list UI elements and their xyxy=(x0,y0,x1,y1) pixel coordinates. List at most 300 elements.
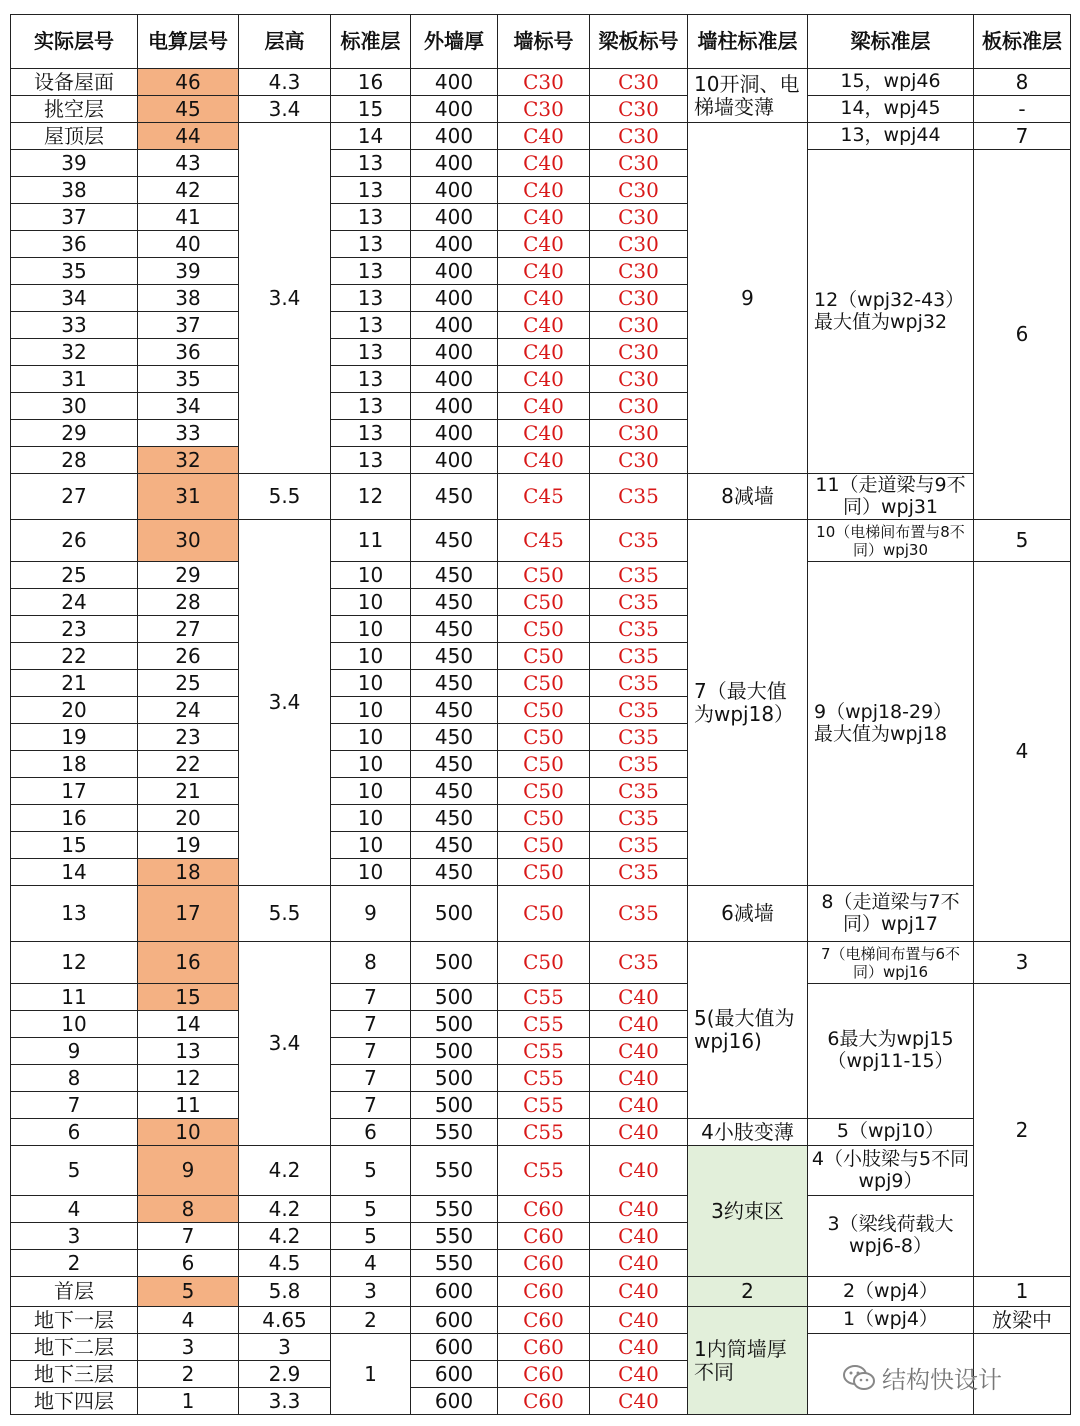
standard-floor-cell: 7 xyxy=(331,1065,411,1092)
beam-standard-cell: 4（小肢梁与5不同wpj9） xyxy=(808,1146,974,1196)
wall-grade-cell: C60 xyxy=(498,1388,590,1415)
standard-floor-cell: 10 xyxy=(331,670,411,697)
beam-slab-grade-cell: C35 xyxy=(590,562,688,589)
standard-floor-cell: 10 xyxy=(331,724,411,751)
wall-grade-cell: C55 xyxy=(498,1092,590,1119)
calc-floor-cell: 25 xyxy=(138,670,239,697)
beam-standard-cell: 8（走道梁与7不同）wpj17 xyxy=(808,886,974,942)
floor-height-cell: 5.5 xyxy=(239,474,331,520)
column-header: 电算层号 xyxy=(138,15,239,69)
table-row xyxy=(11,886,1071,942)
slab-standard-cell: 6 xyxy=(974,150,1071,520)
beam-standard-cell: 12（wpj32-43）最大值为wpj32 xyxy=(808,150,974,474)
table-row xyxy=(11,942,1071,984)
wall-column-standard-cell: 2 xyxy=(688,1277,808,1307)
wall-grade-cell: C50 xyxy=(498,942,590,984)
actual-floor-cell: 6 xyxy=(11,1119,138,1146)
calc-floor-cell: 21 xyxy=(138,778,239,805)
floor-height-cell: 4.65 xyxy=(239,1307,331,1334)
wall-grade-cell: C40 xyxy=(498,312,590,339)
actual-floor-cell: 31 xyxy=(11,366,138,393)
wall-column-standard-cell: 7（最大值为wpj18） xyxy=(688,520,808,886)
calc-floor-cell: 13 xyxy=(138,1038,239,1065)
column-header: 梁标准层 xyxy=(808,15,974,69)
floor-height-cell: 4.3 xyxy=(239,69,331,96)
wall-grade-cell: C40 xyxy=(498,366,590,393)
actual-floor-cell: 19 xyxy=(11,724,138,751)
wall-grade-cell: C60 xyxy=(498,1334,590,1361)
wall-grade-cell: C50 xyxy=(498,724,590,751)
standard-floor-cell: 13 xyxy=(331,204,411,231)
calc-floor-cell: 45 xyxy=(138,96,239,123)
outer-wall-thickness-cell: 400 xyxy=(411,96,498,123)
standard-floor-cell: 5 xyxy=(331,1223,411,1250)
wall-grade-cell: C60 xyxy=(498,1250,590,1277)
outer-wall-thickness-cell: 450 xyxy=(411,520,498,562)
calc-floor-cell: 2 xyxy=(138,1361,239,1388)
standard-floor-cell: 4 xyxy=(331,1250,411,1277)
wall-grade-cell: C45 xyxy=(498,474,590,520)
standard-floor-cell: 5 xyxy=(331,1196,411,1223)
standard-floor-cell: 2 xyxy=(331,1307,411,1334)
beam-slab-grade-cell: C30 xyxy=(590,285,688,312)
calc-floor-cell: 23 xyxy=(138,724,239,751)
actual-floor-cell: 地下三层 xyxy=(11,1361,138,1388)
beam-slab-grade-cell: C35 xyxy=(590,942,688,984)
calc-floor-cell: 5 xyxy=(138,1277,239,1307)
beam-standard-cell: 15，wpj46 xyxy=(808,69,974,96)
calc-floor-cell: 28 xyxy=(138,589,239,616)
floor-height-cell: 5.5 xyxy=(239,886,331,942)
beam-slab-grade-cell: C35 xyxy=(590,589,688,616)
calc-floor-cell: 7 xyxy=(138,1223,239,1250)
beam-slab-grade-cell: C40 xyxy=(590,1065,688,1092)
beam-slab-grade-cell: C30 xyxy=(590,177,688,204)
standard-floor-cell: 7 xyxy=(331,1038,411,1065)
column-header: 实际层号 xyxy=(11,15,138,69)
outer-wall-thickness-cell: 500 xyxy=(411,1065,498,1092)
outer-wall-thickness-cell: 400 xyxy=(411,69,498,96)
wall-column-standard-cell: 5(最大值为wpj16) xyxy=(688,942,808,1119)
outer-wall-thickness-cell: 600 xyxy=(411,1361,498,1388)
standard-floor-cell: 10 xyxy=(331,697,411,724)
standard-floor-cell: 13 xyxy=(331,312,411,339)
outer-wall-thickness-cell: 450 xyxy=(411,724,498,751)
floor-height-cell: 4.2 xyxy=(239,1223,331,1250)
calc-floor-cell: 12 xyxy=(138,1065,239,1092)
outer-wall-thickness-cell: 500 xyxy=(411,1092,498,1119)
calc-floor-cell: 19 xyxy=(138,832,239,859)
calc-floor-cell: 1 xyxy=(138,1388,239,1415)
floor-height-cell: 3.4 xyxy=(239,123,331,474)
outer-wall-thickness-cell: 450 xyxy=(411,616,498,643)
wall-column-standard-cell: 8减墙 xyxy=(688,474,808,520)
outer-wall-thickness-cell: 450 xyxy=(411,643,498,670)
outer-wall-thickness-cell: 400 xyxy=(411,393,498,420)
beam-standard-cell: 14，wpj45 xyxy=(808,96,974,123)
calc-floor-cell: 33 xyxy=(138,420,239,447)
column-header: 墙柱标准层 xyxy=(688,15,808,69)
standard-floor-cell: 8 xyxy=(331,942,411,984)
wall-grade-cell: C40 xyxy=(498,420,590,447)
wall-grade-cell: C60 xyxy=(498,1223,590,1250)
actual-floor-cell: 21 xyxy=(11,670,138,697)
beam-slab-grade-cell: C35 xyxy=(590,805,688,832)
actual-floor-cell: 39 xyxy=(11,150,138,177)
beam-standard-cell: 5（wpj10） xyxy=(808,1119,974,1146)
calc-floor-cell: 4 xyxy=(138,1307,239,1334)
outer-wall-thickness-cell: 450 xyxy=(411,805,498,832)
wall-grade-cell: C60 xyxy=(498,1196,590,1223)
outer-wall-thickness-cell: 400 xyxy=(411,204,498,231)
standard-floor-cell: 10 xyxy=(331,589,411,616)
calc-floor-cell: 14 xyxy=(138,1011,239,1038)
wall-grade-cell: C50 xyxy=(498,697,590,724)
calc-floor-cell: 29 xyxy=(138,562,239,589)
standard-floor-cell: 10 xyxy=(331,805,411,832)
outer-wall-thickness-cell: 500 xyxy=(411,984,498,1011)
beam-slab-grade-cell: C30 xyxy=(590,312,688,339)
standard-floor-cell: 13 xyxy=(331,447,411,474)
table-row xyxy=(11,150,1071,177)
calc-floor-cell: 34 xyxy=(138,393,239,420)
actual-floor-cell: 29 xyxy=(11,420,138,447)
outer-wall-thickness-cell: 450 xyxy=(411,589,498,616)
beam-slab-grade-cell: C35 xyxy=(590,670,688,697)
beam-slab-grade-cell: C30 xyxy=(590,150,688,177)
standard-floor-cell: 13 xyxy=(331,393,411,420)
wechat-icon xyxy=(842,1363,876,1393)
beam-standard-cell: 13，wpj44 xyxy=(808,123,974,150)
table-row xyxy=(11,1307,1071,1334)
actual-floor-cell: 13 xyxy=(11,886,138,942)
outer-wall-thickness-cell: 400 xyxy=(411,420,498,447)
slab-standard-cell: 2 xyxy=(974,984,1071,1277)
actual-floor-cell: 17 xyxy=(11,778,138,805)
table-row xyxy=(11,562,1071,589)
beam-slab-grade-cell: C30 xyxy=(590,231,688,258)
beam-slab-grade-cell: C35 xyxy=(590,778,688,805)
outer-wall-thickness-cell: 400 xyxy=(411,447,498,474)
slab-standard-cell: 4 xyxy=(974,562,1071,942)
wall-grade-cell: C60 xyxy=(498,1307,590,1334)
actual-floor-cell: 地下二层 xyxy=(11,1334,138,1361)
beam-slab-grade-cell: C30 xyxy=(590,447,688,474)
actual-floor-cell: 5 xyxy=(11,1146,138,1196)
beam-slab-grade-cell: C30 xyxy=(590,69,688,96)
calc-floor-cell: 35 xyxy=(138,366,239,393)
calc-floor-cell: 40 xyxy=(138,231,239,258)
actual-floor-cell: 26 xyxy=(11,520,138,562)
actual-floor-cell: 23 xyxy=(11,616,138,643)
wall-grade-cell: C50 xyxy=(498,859,590,886)
standard-floor-cell: 10 xyxy=(331,832,411,859)
calc-floor-cell: 46 xyxy=(138,69,239,96)
beam-standard-cell: 9（wpj18-29）最大值为wpj18 xyxy=(808,562,974,886)
watermark-text: 结构快设计 xyxy=(882,1366,1002,1394)
actual-floor-cell: 38 xyxy=(11,177,138,204)
calc-floor-cell: 20 xyxy=(138,805,239,832)
standard-floor-cell: 13 xyxy=(331,339,411,366)
column-header: 墙标号 xyxy=(498,15,590,69)
calc-floor-cell: 11 xyxy=(138,1092,239,1119)
table-row xyxy=(11,96,1071,123)
beam-slab-grade-cell: C30 xyxy=(590,366,688,393)
standard-floor-cell: 13 xyxy=(331,420,411,447)
actual-floor-cell: 20 xyxy=(11,697,138,724)
column-header: 板标准层 xyxy=(974,15,1071,69)
actual-floor-cell: 2 xyxy=(11,1250,138,1277)
wall-grade-cell: C55 xyxy=(498,1011,590,1038)
beam-slab-grade-cell: C40 xyxy=(590,1119,688,1146)
beam-standard-cell: 7（电梯间布置与6不同）wpj16 xyxy=(808,942,974,984)
calc-floor-cell: 6 xyxy=(138,1250,239,1277)
standard-floor-cell: 13 xyxy=(331,177,411,204)
table-row xyxy=(11,123,1071,150)
floor-height-cell: 3 xyxy=(239,1334,331,1361)
outer-wall-thickness-cell: 450 xyxy=(411,697,498,724)
outer-wall-thickness-cell: 500 xyxy=(411,886,498,942)
beam-slab-grade-cell: C30 xyxy=(590,204,688,231)
wall-grade-cell: C40 xyxy=(498,393,590,420)
column-header: 外墙厚 xyxy=(411,15,498,69)
outer-wall-thickness-cell: 450 xyxy=(411,832,498,859)
actual-floor-cell: 28 xyxy=(11,447,138,474)
beam-standard-cell: 1（wpj4） xyxy=(808,1307,974,1334)
standard-floor-cell: 9 xyxy=(331,886,411,942)
outer-wall-thickness-cell: 550 xyxy=(411,1196,498,1223)
calc-floor-cell: 10 xyxy=(138,1119,239,1146)
floor-height-cell: 5.8 xyxy=(239,1277,331,1307)
beam-standard-cell: 3（梁线荷载大wpj6-8） xyxy=(808,1196,974,1277)
actual-floor-cell: 15 xyxy=(11,832,138,859)
wall-grade-cell: C55 xyxy=(498,1146,590,1196)
actual-floor-cell: 7 xyxy=(11,1092,138,1119)
beam-slab-grade-cell: C35 xyxy=(590,751,688,778)
calc-floor-cell: 36 xyxy=(138,339,239,366)
column-header: 标准层 xyxy=(331,15,411,69)
slab-standard-cell: 放梁中 xyxy=(974,1307,1071,1334)
outer-wall-thickness-cell: 600 xyxy=(411,1334,498,1361)
calc-floor-cell: 27 xyxy=(138,616,239,643)
actual-floor-cell: 12 xyxy=(11,942,138,984)
actual-floor-cell: 35 xyxy=(11,258,138,285)
beam-standard-cell: 10（电梯间布置与8不同）wpj30 xyxy=(808,520,974,562)
wall-grade-cell: C50 xyxy=(498,670,590,697)
standard-floor-cell: 10 xyxy=(331,562,411,589)
outer-wall-thickness-cell: 400 xyxy=(411,285,498,312)
calc-floor-cell: 44 xyxy=(138,123,239,150)
beam-slab-grade-cell: C35 xyxy=(590,643,688,670)
wall-grade-cell: C40 xyxy=(498,339,590,366)
column-header: 梁板标号 xyxy=(590,15,688,69)
floor-height-cell: 3.4 xyxy=(239,942,331,1146)
calc-floor-cell: 39 xyxy=(138,258,239,285)
wall-column-standard-cell: 1内筒墙厚不同 xyxy=(688,1307,808,1415)
outer-wall-thickness-cell: 400 xyxy=(411,366,498,393)
slab-standard-cell: 7 xyxy=(974,123,1071,150)
actual-floor-cell: 8 xyxy=(11,1065,138,1092)
actual-floor-cell: 34 xyxy=(11,285,138,312)
calc-floor-cell: 8 xyxy=(138,1196,239,1223)
standard-floor-cell: 11 xyxy=(331,520,411,562)
calc-floor-cell: 43 xyxy=(138,150,239,177)
table-row xyxy=(11,1334,1071,1361)
slab-standard-cell: - xyxy=(974,96,1071,123)
slab-standard-cell: 1 xyxy=(974,1277,1071,1307)
wall-grade-cell: C50 xyxy=(498,643,590,670)
outer-wall-thickness-cell: 550 xyxy=(411,1223,498,1250)
outer-wall-thickness-cell: 400 xyxy=(411,231,498,258)
beam-slab-grade-cell: C30 xyxy=(590,96,688,123)
standard-floor-cell: 7 xyxy=(331,1092,411,1119)
floor-standard-table xyxy=(10,14,1071,1415)
beam-slab-grade-cell: C35 xyxy=(590,886,688,942)
outer-wall-thickness-cell: 400 xyxy=(411,150,498,177)
beam-slab-grade-cell: C40 xyxy=(590,1277,688,1307)
actual-floor-cell: 地下四层 xyxy=(11,1388,138,1415)
wall-grade-cell: C50 xyxy=(498,832,590,859)
header-row xyxy=(11,15,1071,69)
standard-floor-cell: 15 xyxy=(331,96,411,123)
wall-grade-cell: C50 xyxy=(498,886,590,942)
actual-floor-cell: 地下一层 xyxy=(11,1307,138,1334)
calc-floor-cell: 15 xyxy=(138,984,239,1011)
beam-slab-grade-cell: C35 xyxy=(590,724,688,751)
beam-slab-grade-cell: C40 xyxy=(590,1307,688,1334)
calc-floor-cell: 24 xyxy=(138,697,239,724)
calc-floor-cell: 3 xyxy=(138,1334,239,1361)
actual-floor-cell: 24 xyxy=(11,589,138,616)
standard-floor-cell: 10 xyxy=(331,751,411,778)
table-row xyxy=(11,520,1071,562)
floor-height-cell: 3.3 xyxy=(239,1388,331,1415)
actual-floor-cell: 3 xyxy=(11,1223,138,1250)
beam-slab-grade-cell: C40 xyxy=(590,1092,688,1119)
standard-floor-cell: 10 xyxy=(331,616,411,643)
standard-floor-cell: 14 xyxy=(331,123,411,150)
wall-grade-cell: C50 xyxy=(498,589,590,616)
actual-floor-cell: 27 xyxy=(11,474,138,520)
outer-wall-thickness-cell: 550 xyxy=(411,1119,498,1146)
calc-floor-cell: 41 xyxy=(138,204,239,231)
actual-floor-cell: 30 xyxy=(11,393,138,420)
standard-floor-cell: 3 xyxy=(331,1277,411,1307)
beam-slab-grade-cell: C40 xyxy=(590,1388,688,1415)
outer-wall-thickness-cell: 550 xyxy=(411,1146,498,1196)
wall-grade-cell: C40 xyxy=(498,177,590,204)
beam-slab-grade-cell: C40 xyxy=(590,1223,688,1250)
calc-floor-cell: 18 xyxy=(138,859,239,886)
calc-floor-cell: 30 xyxy=(138,520,239,562)
actual-floor-cell: 10 xyxy=(11,1011,138,1038)
outer-wall-thickness-cell: 400 xyxy=(411,177,498,204)
calc-floor-cell: 22 xyxy=(138,751,239,778)
actual-floor-cell: 首层 xyxy=(11,1277,138,1307)
floor-height-cell: 4.5 xyxy=(239,1250,331,1277)
actual-floor-cell: 16 xyxy=(11,805,138,832)
standard-floor-cell: 12 xyxy=(331,474,411,520)
outer-wall-thickness-cell: 450 xyxy=(411,751,498,778)
standard-floor-cell: 7 xyxy=(331,1011,411,1038)
wall-column-standard-cell: 6减墙 xyxy=(688,886,808,942)
outer-wall-thickness-cell: 450 xyxy=(411,670,498,697)
wall-grade-cell: C30 xyxy=(498,69,590,96)
actual-floor-cell: 22 xyxy=(11,643,138,670)
beam-slab-grade-cell: C40 xyxy=(590,1146,688,1196)
beam-slab-grade-cell: C35 xyxy=(590,474,688,520)
wall-column-standard-cell: 3约束区 xyxy=(688,1146,808,1277)
beam-slab-grade-cell: C30 xyxy=(590,123,688,150)
wall-column-standard-cell: 4小肢变薄 xyxy=(688,1119,808,1146)
wall-grade-cell: C40 xyxy=(498,204,590,231)
table-row xyxy=(11,474,1071,520)
standard-floor-cell: 7 xyxy=(331,984,411,1011)
outer-wall-thickness-cell: 400 xyxy=(411,312,498,339)
actual-floor-cell: 挑空层 xyxy=(11,96,138,123)
floor-height-cell: 4.2 xyxy=(239,1146,331,1196)
calc-floor-cell: 26 xyxy=(138,643,239,670)
standard-floor-cell: 13 xyxy=(331,366,411,393)
outer-wall-thickness-cell: 500 xyxy=(411,1011,498,1038)
beam-slab-grade-cell: C30 xyxy=(590,393,688,420)
standard-floor-cell: 13 xyxy=(331,258,411,285)
beam-slab-grade-cell: C40 xyxy=(590,1011,688,1038)
floor-height-cell: 3.4 xyxy=(239,520,331,886)
wall-grade-cell: C60 xyxy=(498,1361,590,1388)
beam-standard-cell: 6最大为wpj15（wpj11-15） xyxy=(808,984,974,1119)
wall-grade-cell: C40 xyxy=(498,285,590,312)
standard-floor-cell: 5 xyxy=(331,1146,411,1196)
wall-grade-cell: C40 xyxy=(498,231,590,258)
beam-slab-grade-cell: C35 xyxy=(590,520,688,562)
actual-floor-cell: 18 xyxy=(11,751,138,778)
beam-slab-grade-cell: C35 xyxy=(590,832,688,859)
wall-grade-cell: C40 xyxy=(498,123,590,150)
beam-slab-grade-cell: C40 xyxy=(590,1361,688,1388)
beam-slab-grade-cell: C40 xyxy=(590,1038,688,1065)
beam-slab-grade-cell: C35 xyxy=(590,697,688,724)
calc-floor-cell: 32 xyxy=(138,447,239,474)
beam-slab-grade-cell: C30 xyxy=(590,258,688,285)
wall-grade-cell: C55 xyxy=(498,1038,590,1065)
floor-height-cell: 3.4 xyxy=(239,96,331,123)
beam-slab-grade-cell: C40 xyxy=(590,1334,688,1361)
wall-column-standard-cell: 9 xyxy=(688,123,808,474)
outer-wall-thickness-cell: 600 xyxy=(411,1277,498,1307)
table-row xyxy=(11,1196,1071,1223)
calc-floor-cell: 16 xyxy=(138,942,239,984)
wall-grade-cell: C55 xyxy=(498,1065,590,1092)
outer-wall-thickness-cell: 600 xyxy=(411,1307,498,1334)
beam-slab-grade-cell: C40 xyxy=(590,984,688,1011)
column-header: 层高 xyxy=(239,15,331,69)
outer-wall-thickness-cell: 400 xyxy=(411,258,498,285)
wall-column-standard-cell: 10开洞、电梯墙变薄 xyxy=(688,69,808,123)
calc-floor-cell: 37 xyxy=(138,312,239,339)
standard-floor-cell: 13 xyxy=(331,285,411,312)
wall-grade-cell: C45 xyxy=(498,520,590,562)
watermark xyxy=(842,1360,1002,1395)
wall-grade-cell: C60 xyxy=(498,1277,590,1307)
table-row xyxy=(11,69,1071,96)
slab-standard-cell: 5 xyxy=(974,520,1071,562)
actual-floor-cell: 设备屋面 xyxy=(11,69,138,96)
wall-grade-cell: C50 xyxy=(498,778,590,805)
table-row xyxy=(11,1277,1071,1307)
wall-grade-cell: C50 xyxy=(498,805,590,832)
wall-grade-cell: C40 xyxy=(498,258,590,285)
